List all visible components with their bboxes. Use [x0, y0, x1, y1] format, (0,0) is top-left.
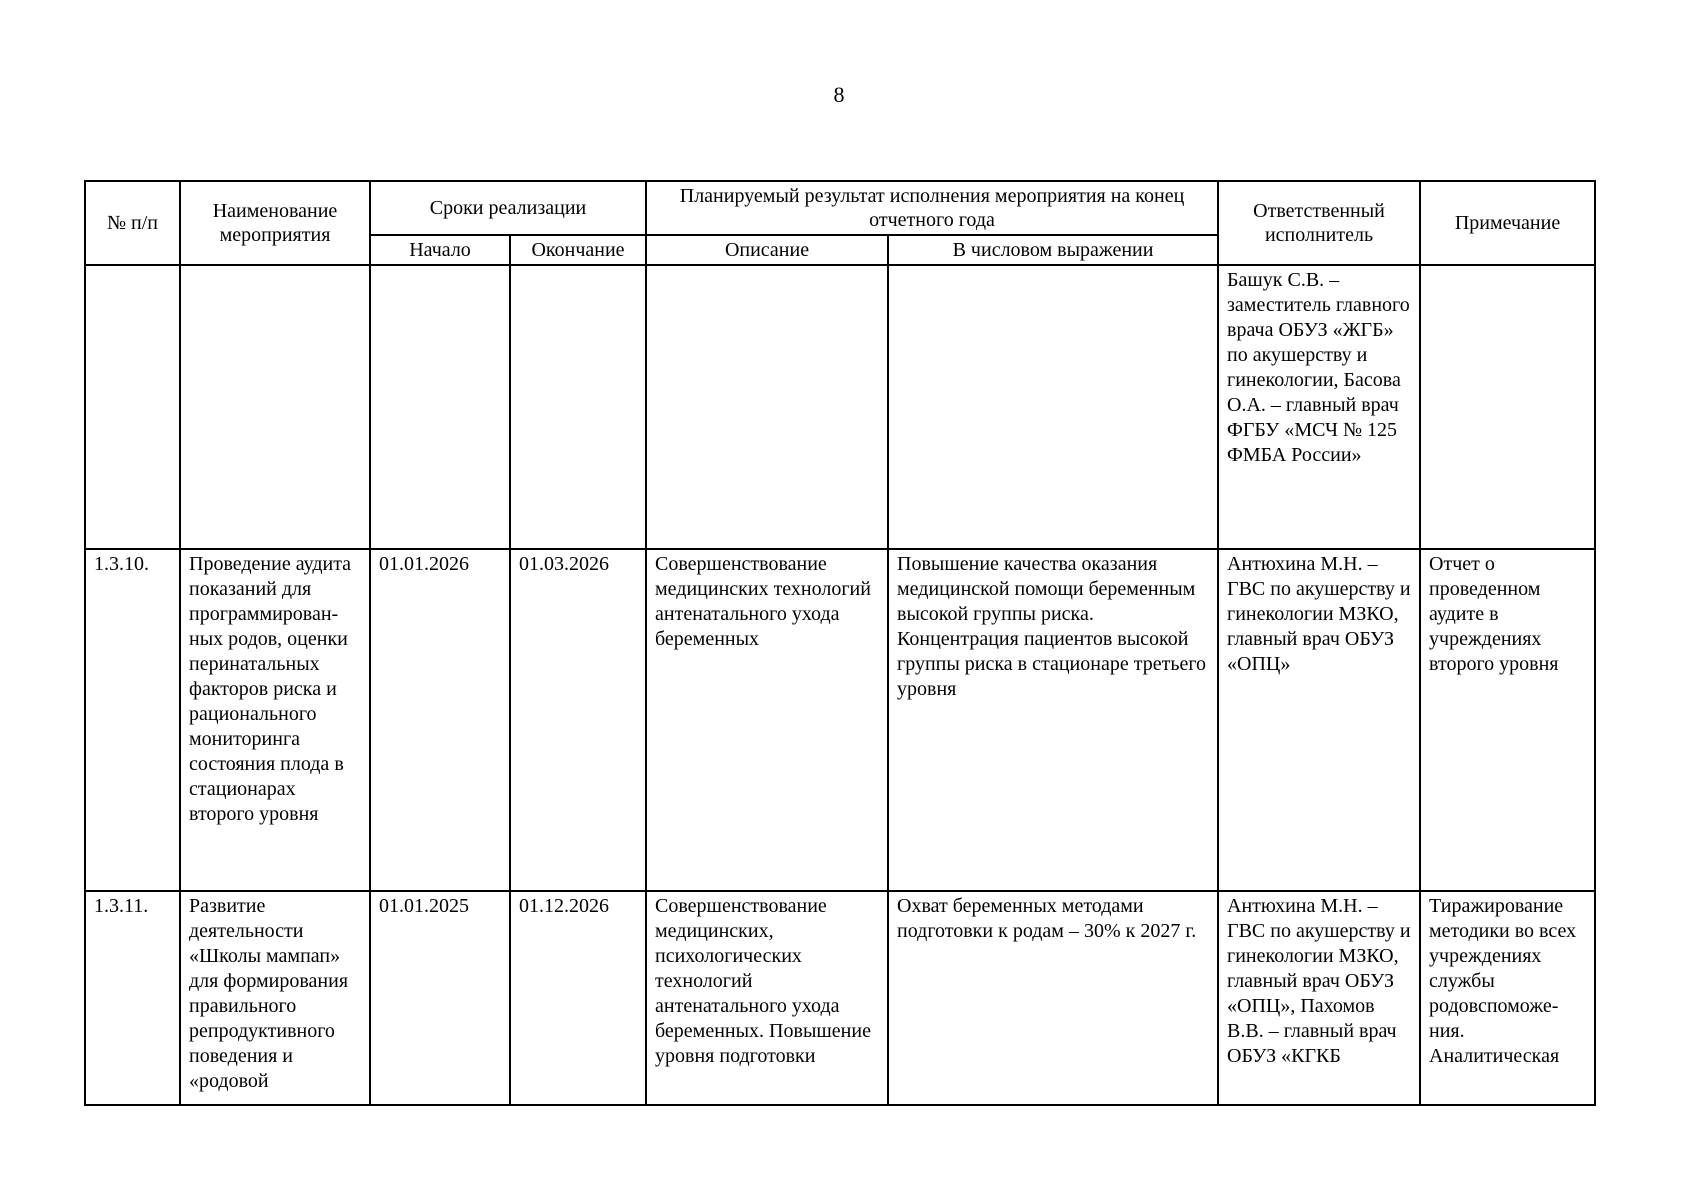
row-description [646, 265, 888, 549]
table-row [85, 891, 1595, 1105]
row-numeric: Охват беременных методами подготовки к родам – 30% к 2027 г. [888, 891, 1218, 1105]
row-name: Развитие деятельности «Школы мампап» для формирования правильного репродуктивного поведения и «родовой [180, 891, 370, 1105]
row-end: 01.12.2026 [510, 891, 646, 1105]
row-start: 01.01.2025 [370, 891, 510, 1105]
row-end: 01.03.2026 [510, 549, 646, 891]
table-row [85, 265, 1595, 549]
row-responsible: Антюхина М.Н. – ГВС по акушерству и гинекологии МЗКО, главный врач ОБУЗ «ОПЦ» [1218, 549, 1420, 891]
row-num [85, 265, 180, 549]
row-numeric [888, 265, 1218, 549]
header-terms: Сроки реализации [370, 181, 646, 235]
page-number: 8 [833, 82, 845, 107]
row-name: Проведение аудита показаний для программирован-ных родов, оценки перинатальных факторов риска и рационального мониторинга состояния плода в стационарах второго уровня [180, 549, 370, 891]
header-note: Примечание [1420, 181, 1595, 265]
row-start [370, 265, 510, 549]
row-start: 01.01.2026 [370, 549, 510, 891]
row-note [1420, 265, 1595, 549]
header-num: № п/п [85, 181, 180, 265]
row-description: Совершенствование медицинских, психологических технологий антенатального ухода беременных. Повышение уровня подготовки [646, 891, 888, 1105]
row-name [180, 265, 370, 549]
row-note: Отчет о проведенном аудите в учреждениях второго уровня [1420, 549, 1595, 891]
row-description: Совершенствование медицинских технологий антенатального ухода беременных [646, 549, 888, 891]
header-row-1 [85, 181, 1595, 235]
row-responsible: Башук С.В. – заместитель главного врача ОБУЗ «ЖГБ» по акушерству и гинекологии, Басова О.А. – главный врач ФГБУ «МСЧ № 125 ФМБА России» [1218, 265, 1420, 549]
header-numeric: В числовом выражении [888, 235, 1218, 265]
header-description: Описание [646, 235, 888, 265]
header-planned: Планируемый результат исполнения мероприятия на конец отчетного года [646, 181, 1218, 235]
header-responsible: Ответственный исполнитель [1218, 181, 1420, 265]
table-row [85, 549, 1595, 891]
row-num: 1.3.11. [85, 891, 180, 1105]
header-end: Окончание [510, 235, 646, 265]
row-numeric: Повышение качества оказания медицинской помощи беременным высокой группы риска. Концентрация пациентов высокой группы риска в стационаре третьего уровня [888, 549, 1218, 891]
header-name: Наименование мероприятия [180, 181, 370, 265]
row-end [510, 265, 646, 549]
row-responsible: Антюхина М.Н. – ГВС по акушерству и гинекологии МЗКО, главный врач ОБУЗ «ОПЦ», Пахомов В.В. – главный врач ОБУЗ «КГКБ [1218, 891, 1420, 1105]
activities-table [84, 180, 1596, 1106]
header-start: Начало [370, 235, 510, 265]
row-num: 1.3.10. [85, 549, 180, 891]
row-note: Тиражирование методики во всех учреждениях службы родовспоможе-ния. Аналитическая [1420, 891, 1595, 1105]
